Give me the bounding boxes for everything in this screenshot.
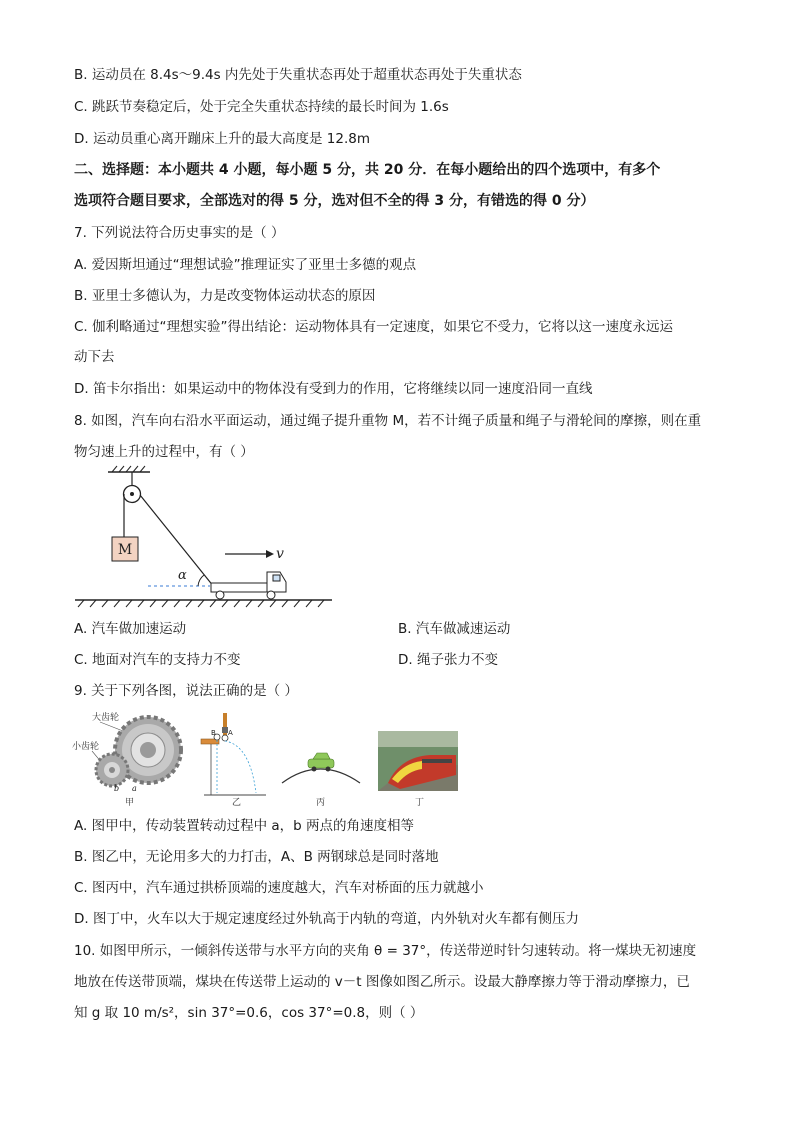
q9-stem: 9. 关于下列各图，说法正确的是（ ） — [74, 683, 298, 699]
velocity-label: v — [276, 546, 284, 562]
q10-stem-line1: 10. 如图甲所示，一倾斜传送带与水平方向的夹角 θ = 37°，传送带逆时针匀速转动。将一煤块无初速度 — [74, 943, 697, 959]
q9-option-d: D. 图丁中，火车以大于规定速度经过外轨高于内轨的弯道，内外轨对火车都有侧压力 — [74, 911, 579, 927]
caption-yi: 乙 — [232, 798, 242, 808]
q6-option-c: C. 跳跃节奏稳定后，处于完全失重状态持续的最长时间为 1.6s — [74, 99, 449, 115]
q7-option-c-line2: 动下去 — [74, 349, 115, 365]
q8-option-b: B. 汽车做减速运动 — [398, 621, 511, 637]
train-photo — [378, 731, 458, 808]
point-b-label: b — [114, 784, 120, 793]
q9-four-figures — [70, 705, 470, 810]
q9-option-b: B. 图乙中，无论用多大的力打击，A、B 两钢球总是同时落地 — [74, 849, 439, 865]
truck — [211, 572, 286, 599]
q7-stem: 7. 下列说法符合历史事实的是（ ） — [74, 225, 285, 241]
q8-pulley-truck-figure — [70, 462, 340, 612]
caption-bing: 丙 — [316, 798, 326, 808]
big-gear-label: 大齿轮 — [92, 713, 120, 723]
ball-b-label: B — [211, 729, 216, 737]
q9-option-c: C. 图丙中，汽车通过拱桥顶端的速度越大，汽车对桥面的压力就越小 — [74, 880, 484, 896]
gears-figure — [72, 711, 181, 808]
bridge-figure — [282, 753, 360, 808]
q8-option-d: D. 绳子张力不变 — [398, 652, 498, 668]
q7-option-a: A. 爱因斯坦通过“理想试验”推理证实了亚里士多德的观点 — [74, 257, 417, 273]
point-a-label: a — [132, 784, 137, 793]
section2-heading-line2: 选项符合题目要求，全部选对的得 5 分，选对但不全的得 3 分，有错选的得 0 分） — [74, 193, 595, 209]
ball-a-label: A — [228, 729, 233, 737]
caption-ding: 丁 — [415, 798, 425, 808]
q7-option-d: D. 笛卡尔指出：如果运动中的物体没有受到力的作用，它将继续以同一速度沿同一直线 — [74, 381, 593, 397]
q6-option-b: B. 运动员在 8.4s～9.4s 内先处于失重状态再处于超重状态再处于失重状态 — [74, 67, 522, 83]
small-gear-label: 小齿轮 — [72, 742, 100, 752]
q8-stem-line1: 8. 如图，汽车向右沿水平面运动，通过绳子提升重物 M，若不计绳子质量和绳子与滑轮间的摩擦，则在重 — [74, 413, 702, 429]
q8-stem-line2: 物匀速上升的过程中，有（ ） — [74, 444, 254, 460]
q7-option-b: B. 亚里士多德认为，力是改变物体运动状态的原因 — [74, 288, 376, 304]
block-m-label: M — [117, 542, 133, 558]
section2-heading-line1: 二、选择题：本小题共 4 小题，每小题 5 分，共 20 分．在每小题给出的四个选项中，有多个 — [74, 162, 661, 178]
q8-option-c: C. 地面对汽车的支持力不变 — [74, 652, 241, 668]
q9-option-a: A. 图甲中，传动装置转动过程中 a，b 两点的角速度相等 — [74, 818, 415, 834]
q7-option-c-line1: C. 伽利略通过“理想实验”得出结论：运动物体具有一定速度，如果它不受力，它将以这一速度永远运 — [74, 319, 673, 335]
q8-option-a: A. 汽车做加速运动 — [74, 621, 187, 637]
q10-stem-line3: 知 g 取 10 m/s²，sin 37°=0.6，cos 37°=0.8，则（ ） — [74, 1005, 424, 1021]
projectile-figure — [201, 713, 266, 808]
q6-option-d: D. 运动员重心离开蹦床上升的最大高度是 12.8m — [74, 131, 370, 147]
q10-stem-line2: 地放在传送带顶端，煤块在传送带上运动的 v－t 图像如图乙所示。设最大静摩擦力等于滑动摩擦力，已 — [74, 974, 690, 990]
alpha-label: α — [178, 568, 187, 583]
caption-jia: 甲 — [125, 798, 135, 808]
